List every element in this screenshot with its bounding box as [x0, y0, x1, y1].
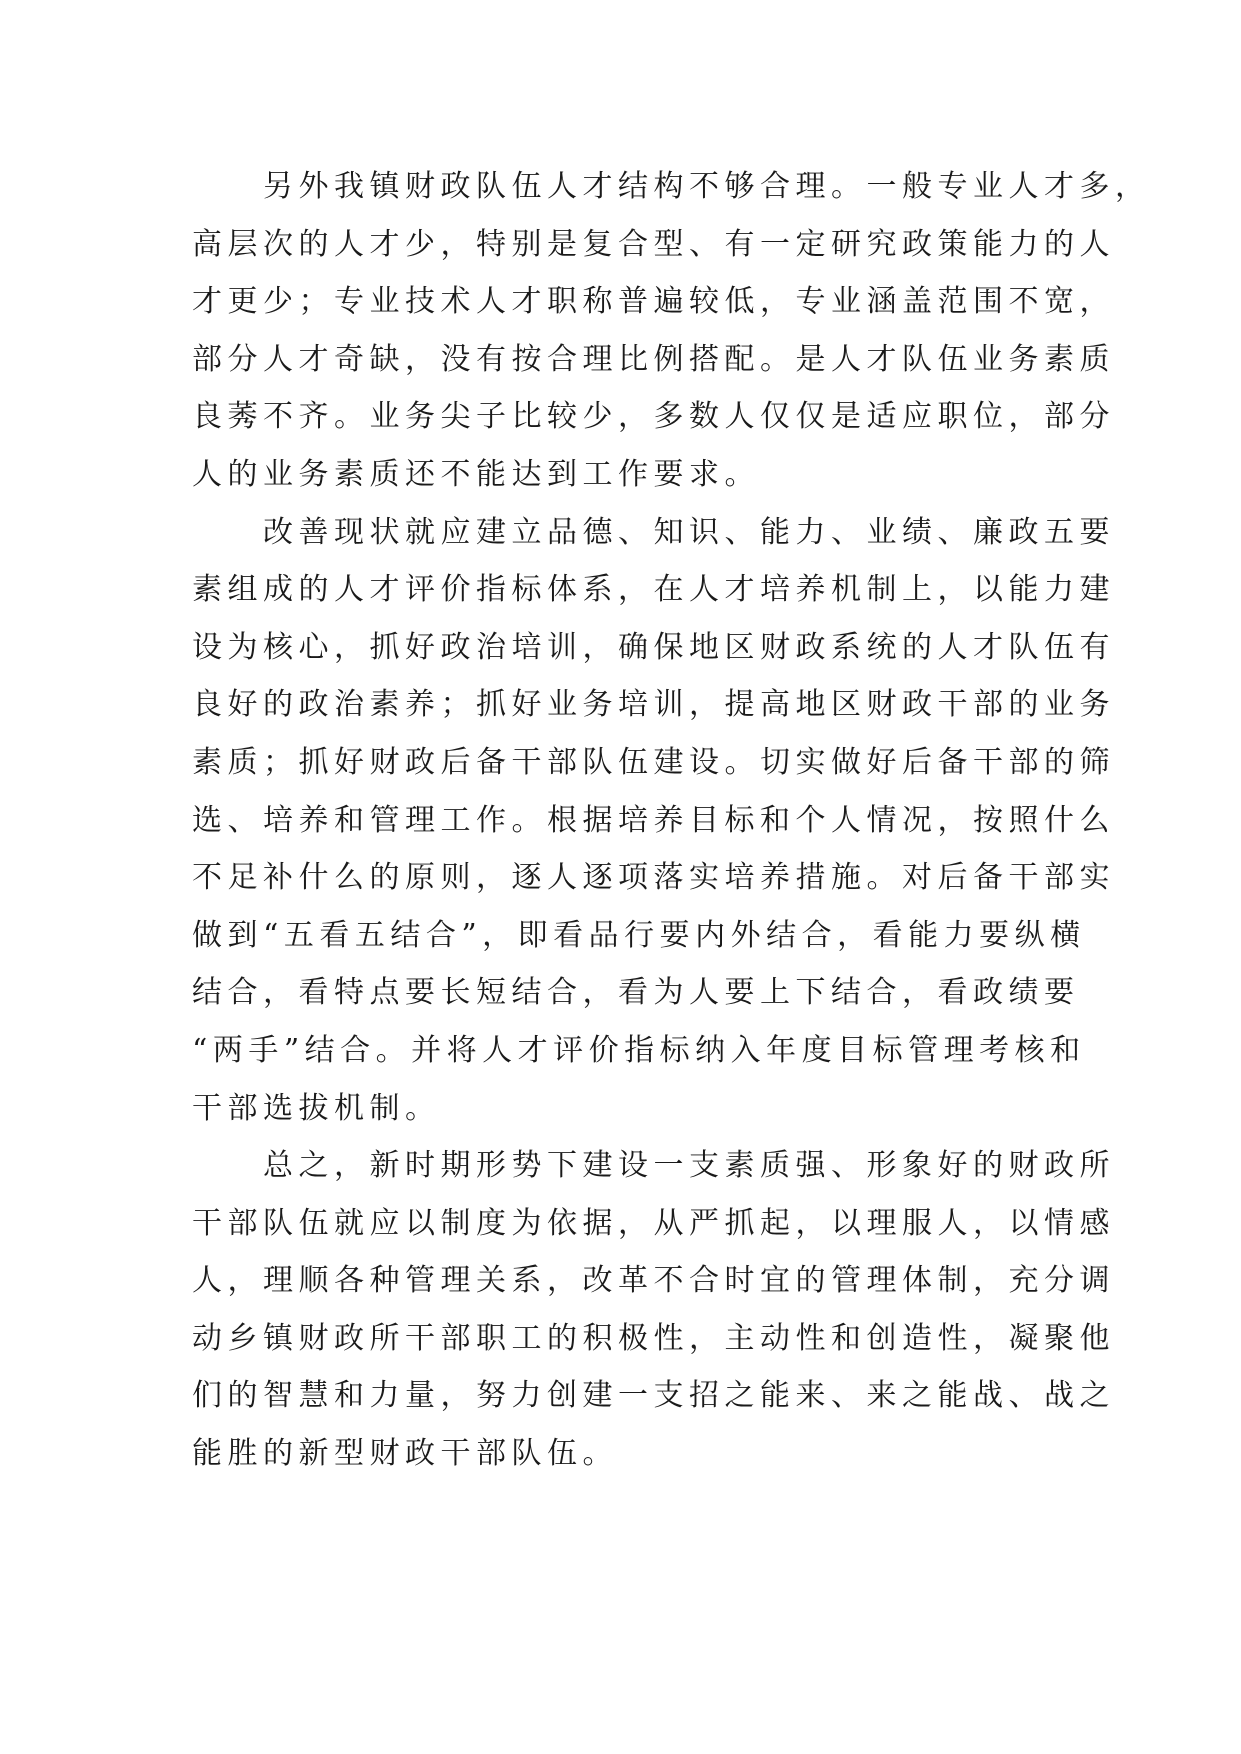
text-line: 才更少；专业技术人才职称普遍较低，专业涵盖范围不宽， [192, 284, 1115, 320]
text-line: 另外我镇财政队伍人才结构不够合理。一般专业人才多， [192, 169, 1151, 204]
text-line: 干部队伍就应以制度为依据，从严抓起，以理服人，以情感 [192, 1205, 1115, 1241]
text-line: 做到“五看五结合”，即看品行要内外结合，看能力要纵横 [192, 917, 1086, 953]
paragraph-conclusion [192, 1137, 1115, 1483]
text-line: 总之，新时期形势下建设一支素质强、形象好的财政所 [192, 1148, 1115, 1184]
text-line: 人，理顺各种管理关系，改革不合时宜的管理体制，充分调 [192, 1263, 1115, 1299]
text-line: “两手”结合。并将人才评价指标纳入年度目标管理考核和 [192, 1032, 1086, 1068]
paragraph-improvement-measures [192, 504, 1115, 1138]
text-line: 良莠不齐。业务尖子比较少，多数人仅仅是适应职位，部分 [192, 399, 1115, 435]
text-line: 素质；抓好财政后备干部队伍建设。切实做好后备干部的筛 [192, 744, 1115, 780]
text-line: 改善现状就应建立品德、知识、能力、业绩、廉政五要 [192, 514, 1115, 550]
text-line: 高层次的人才少，特别是复合型、有一定研究政策能力的人 [192, 226, 1115, 262]
text-line: 能胜的新型财政干部队伍。 [192, 1436, 618, 1472]
paragraph-talent-structure [192, 158, 1151, 504]
text-line: 人的业务素质还不能达到工作要求。 [192, 456, 760, 492]
document-body [192, 158, 1151, 1483]
text-line: 部分人才奇缺，没有按合理比例搭配。是人才队伍业务素质 [192, 341, 1115, 377]
text-line: 结合，看特点要长短结合，看为人要上下结合，看政绩要 [192, 975, 1080, 1011]
text-line: 选、培养和管理工作。根据培养目标和个人情况，按照什么 [192, 802, 1115, 838]
text-line: 们的智慧和力量，努力创建一支招之能来、来之能战、战之 [192, 1378, 1115, 1414]
text-line: 动乡镇财政所干部职工的积极性，主动性和创造性，凝聚他 [192, 1320, 1115, 1356]
text-line: 干部选拔机制。 [192, 1090, 441, 1126]
text-line: 不足补什么的原则，逐人逐项落实培养措施。对后备干部实 [192, 860, 1115, 896]
text-line: 素组成的人才评价指标体系，在人才培养机制上，以能力建 [192, 572, 1115, 608]
text-line: 设为核心，抓好政治培训，确保地区财政系统的人才队伍有 [192, 629, 1115, 665]
text-line: 良好的政治素养；抓好业务培训，提高地区财政干部的业务 [192, 687, 1115, 723]
